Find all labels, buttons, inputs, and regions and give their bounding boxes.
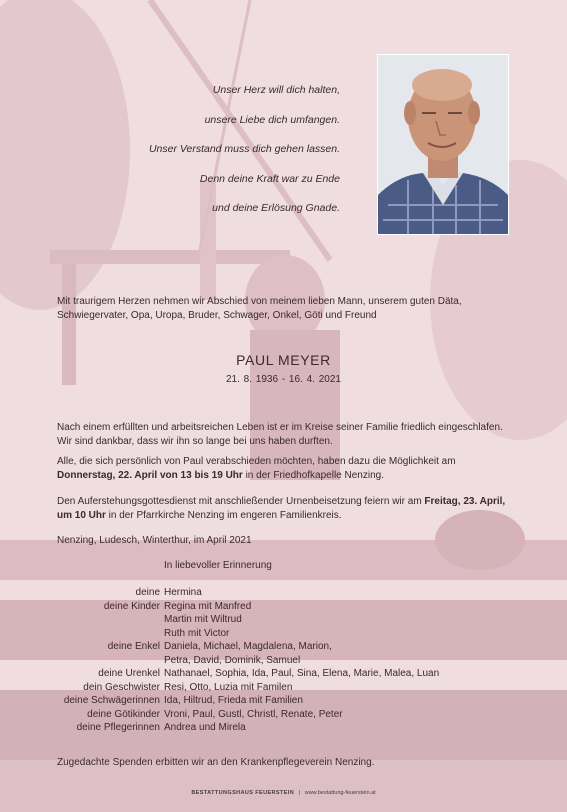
family-row — [0, 694, 567, 708]
poem-line: unsere Liebe dich umfangen. — [204, 113, 340, 126]
service-text: Den Auferstehungsgottesdienst mit anschließender Urnenbeisetzung feiern wir am — [57, 496, 425, 507]
family-names: Martin mit Wiltrud — [164, 614, 242, 625]
footer-separator: | — [298, 790, 301, 796]
paragraph-life: Nach einem erfüllten und arbeitsreichen Leben ist er im Kreise seiner Familie friedlich eingeschlafen. Wir sind dankbar, dass wir ihn so lange bei uns haben durften. — [57, 422, 503, 448]
family-list — [0, 586, 567, 735]
family-names: Hermina — [164, 587, 202, 598]
family-row — [0, 586, 567, 600]
family-names: Vroni, Paul, Gustl, Christl, Renate, Peter — [164, 708, 343, 720]
intro-text: Mit traurigem Herzen nehmen wir Abschied von meinem lieben Mann, unserem guten Däta, Schwiegervater, Opa, Uropa, Bruder, Schwager, Onkel, Göti und Freund — [57, 296, 462, 322]
farewell-date: Donnerstag, 22. April von 13 bis 19 Uhr — [57, 470, 243, 482]
family-row — [0, 708, 567, 722]
family-names: Resi, Otto, Luzia mit Familen — [164, 681, 293, 693]
family-label: deine — [135, 587, 160, 598]
family-names: Petra, David, Dominik, Samuel — [164, 654, 301, 666]
family-row — [0, 654, 567, 668]
poem — [149, 76, 340, 224]
family-label — [0, 654, 164, 668]
family-names: Nathanael, Sophia, Ida, Paul, Sina, Elena, Marie, Malea, Luan — [164, 668, 440, 679]
service-date: Freitag, 23. April, um 10 Uhr — [57, 496, 506, 522]
paragraph-service — [57, 495, 507, 524]
life-dates: 21. 8. 1936 - 16. 4. 2021 — [226, 374, 341, 385]
family-names: Ruth mit Victor — [164, 627, 230, 639]
family-row — [0, 613, 567, 627]
family-label: deine Schwägerinnen — [63, 695, 160, 706]
family-names: Ida, Hiltrud, Frieda mit Familien — [164, 695, 303, 706]
family-label — [0, 627, 164, 641]
family-names: Daniela, Michael, Magdalena, Marion, — [164, 641, 332, 652]
family-row — [0, 681, 567, 695]
memory-line: In liebevoller Erinnerung — [164, 560, 272, 571]
poem-line: Unser Verstand muss dich gehen lassen. — [148, 143, 340, 156]
family-row — [0, 721, 567, 735]
deceased-name: PAUL MEYER — [236, 352, 331, 368]
family-label — [0, 613, 164, 627]
family-label: deine Pflegerinnen — [76, 722, 160, 733]
family-label: dein Geschwister — [83, 681, 160, 693]
family-row — [0, 667, 567, 681]
service-location: in der Pfarrkirche Nenzing im engeren Familienkreis. — [105, 510, 342, 522]
poem-line: Denn deine Kraft war zu Ende — [199, 172, 340, 185]
family-row — [0, 600, 567, 614]
family-row — [0, 627, 567, 641]
farewell-text: Alle, die sich persönlich von Paul verabschieden möchten, haben dazu die Möglichkeit am — [57, 456, 456, 467]
poem-line: Unser Herz will dich halten, — [212, 84, 340, 96]
portrait-photo — [377, 54, 509, 235]
family-label: deine Götikinder — [87, 708, 160, 720]
farewell-location: in der Friedhofkapelle Nenzing. — [242, 470, 384, 482]
donation-note: Zugedachte Spenden erbitten wir an den Krankenpflegeverein Nenzing. — [57, 757, 375, 768]
place-date: Nenzing, Ludesch, Winterthur, im April 2021 — [57, 535, 252, 546]
family-label: deine Enkel — [107, 641, 160, 652]
footer — [0, 790, 567, 796]
paragraph-farewell — [57, 455, 507, 484]
family-names: Regina mit Manfred — [164, 600, 252, 612]
family-row — [0, 640, 567, 654]
footer-brand: BESTATTUNGSHAUS FEUERSTEIN — [191, 790, 295, 796]
family-label: deine Urenkel — [98, 668, 160, 679]
family-names: Andrea und Mirela — [164, 722, 246, 733]
poem-line: und deine Erlösung Gnade. — [212, 202, 340, 215]
footer-url[interactable]: www.bestattung-feuerstein.at — [304, 790, 376, 796]
family-label: deine Kinder — [103, 600, 160, 612]
